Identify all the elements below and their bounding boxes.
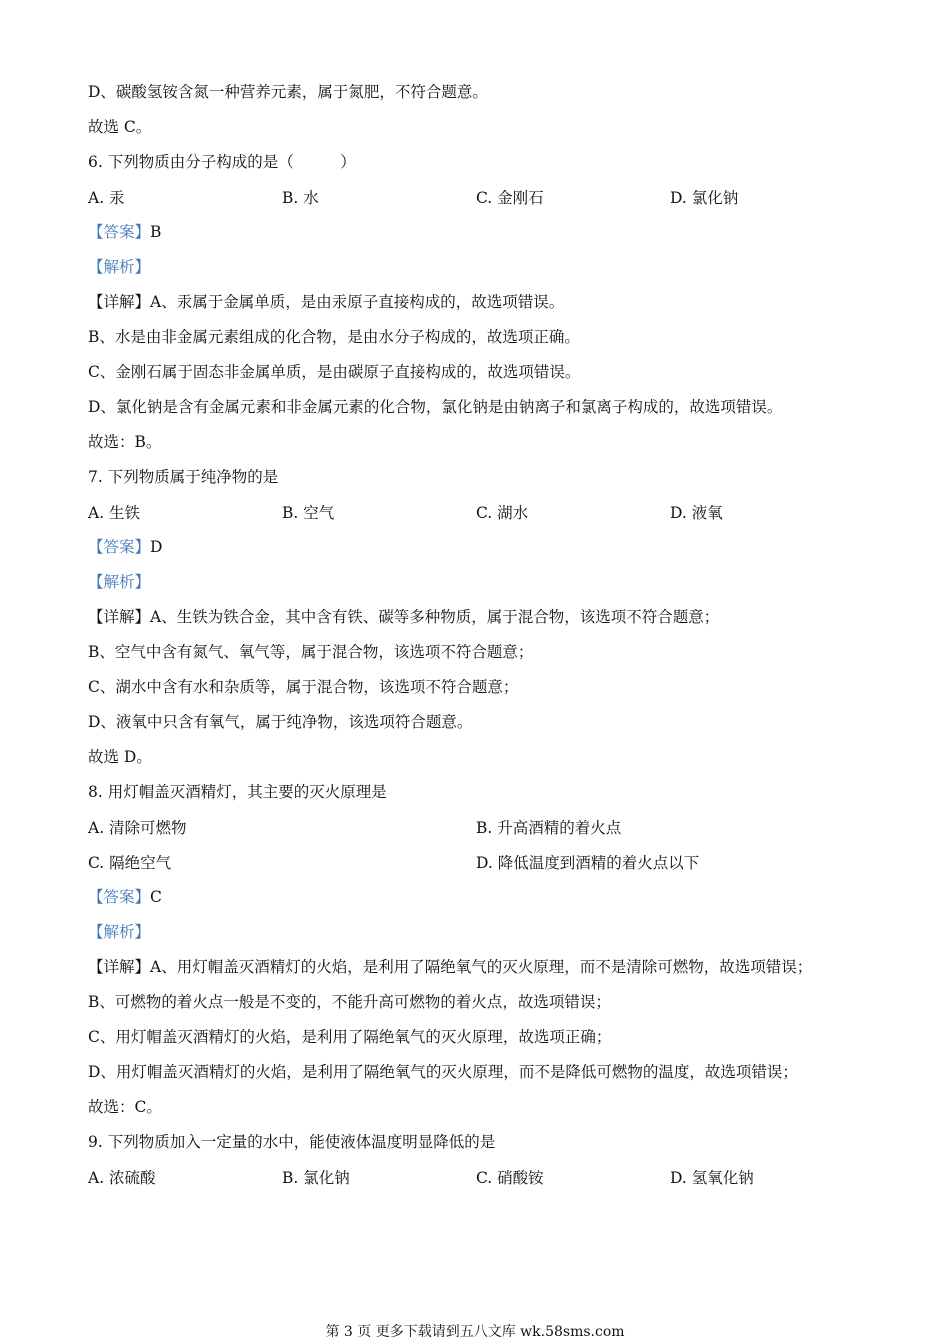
text-line: C、金刚石属于固态非金属单质，是由碳原子直接构成的，故选项错误。 (88, 363, 581, 381)
text-line: B、可燃物的着火点一般是不变的，不能升高可燃物的着火点，故选项错误； (88, 993, 611, 1011)
option-c: C. 湖水 (476, 504, 529, 522)
detail-tag: 【详解】 (88, 293, 151, 311)
option-a: A. 清除可燃物 (88, 819, 187, 837)
analysis-tag: 【解析】 (88, 923, 151, 941)
answer-line (88, 887, 162, 907)
text-line: B、水是由非金属元素组成的化合物，是由水分子构成的，故选项正确。 (88, 328, 580, 346)
answer-value: B (150, 223, 162, 241)
analysis-tag: 【解析】 (88, 258, 151, 276)
answer-line (88, 537, 162, 557)
text-line: 故选 C。 (88, 118, 152, 136)
option-c: C. 隔绝空气 (88, 854, 172, 872)
option-a: A. 浓硫酸 (88, 1169, 156, 1187)
detail-line (88, 957, 812, 977)
detail-line (88, 607, 719, 627)
answer-tag: 【答案】 (88, 223, 151, 241)
option-a: A. 汞 (88, 189, 125, 207)
text-line: D、碳酸氢铵含氮一种营养元素，属于氮肥，不符合题意。 (88, 83, 488, 101)
detail-text: A、汞属于金属单质，是由汞原子直接构成的，故选项错误。 (150, 293, 565, 311)
text-line: 故选 D。 (88, 748, 152, 766)
detail-text: A、生铁为铁合金，其中含有铁、碳等多种物质，属于混合物，该选项不符合题意； (150, 608, 720, 626)
option-c: C. 硝酸铵 (476, 1169, 544, 1187)
option-a: A. 生铁 (88, 504, 141, 522)
detail-text: A、用灯帽盖灭酒精灯的火焰，是利用了隔绝氧气的灭火原理，而不是清除可燃物，故选项错误； (150, 958, 813, 976)
option-b: B. 升高酒精的着火点 (476, 819, 622, 837)
text-line: C、用灯帽盖灭酒精灯的火焰，是利用了隔绝氧气的灭火原理，故选项正确； (88, 1028, 612, 1046)
detail-tag: 【详解】 (88, 608, 151, 626)
option-b: B. 水 (282, 189, 319, 207)
text-line: D、用灯帽盖灭酒精灯的火焰，是利用了隔绝氧气的灭火原理，而不是降低可燃物的温度，故选项错误； (88, 1063, 798, 1081)
text-line: 故选：B。 (88, 433, 162, 451)
option-c: C. 金刚石 (476, 189, 544, 207)
text-line: 故选：C。 (88, 1098, 162, 1116)
detail-tag: 【详解】 (88, 958, 151, 976)
option-b: B. 氯化钠 (282, 1169, 350, 1187)
option-d: D. 降低温度到酒精的着火点以下 (476, 854, 700, 872)
analysis-tag: 【解析】 (88, 573, 151, 591)
detail-line (88, 292, 564, 312)
text-line: C、湖水中含有水和杂质等，属于混合物，该选项不符合题意； (88, 678, 519, 696)
option-d: D. 氢氧化钠 (670, 1169, 754, 1187)
answer-tag: 【答案】 (88, 888, 151, 906)
page-footer: 第 3 页 更多下载请到五八文库 wk.58sms.com (325, 1324, 625, 1340)
text-line: D、液氧中只含有氧气，属于纯净物，该选项符合题意。 (88, 713, 473, 731)
answer-tag: 【答案】 (88, 538, 151, 556)
answer-value: D (150, 538, 163, 556)
answer-value: C (150, 888, 162, 906)
question-8: 8. 用灯帽盖灭酒精灯，其主要的灭火原理是 (88, 783, 387, 801)
question-7: 7. 下列物质属于纯净物的是 (88, 468, 279, 486)
question-9: 9. 下列物质加入一定量的水中，能使液体温度明显降低的是 (88, 1133, 496, 1151)
option-d: D. 液氧 (670, 504, 723, 522)
option-d: D. 氯化钠 (670, 189, 739, 207)
answer-line (88, 222, 161, 242)
option-b: B. 空气 (282, 504, 335, 522)
text-line: D、氯化钠是含有金属元素和非金属元素的化合物，氯化钠是由钠离子和氯离子构成的，故选项错误。 (88, 398, 783, 416)
text-line: B、空气中含有氮气、氧气等，属于混合物，该选项不符合题意； (88, 643, 534, 661)
question-6: 6. 下列物质由分子构成的是（ ） (88, 153, 356, 171)
